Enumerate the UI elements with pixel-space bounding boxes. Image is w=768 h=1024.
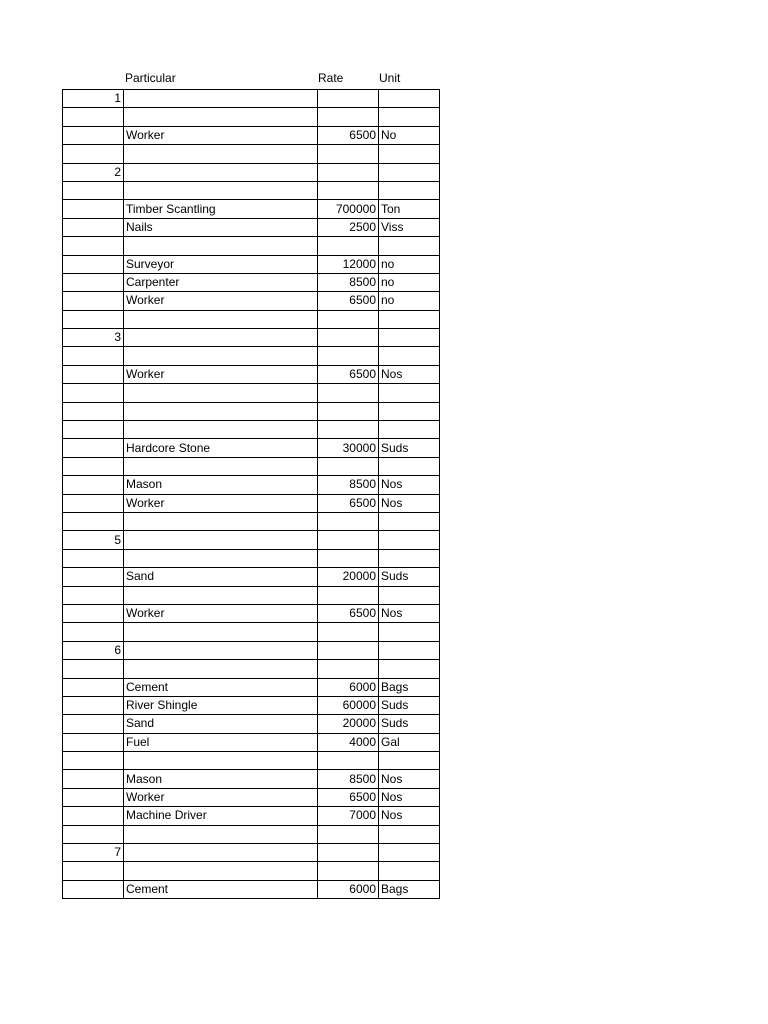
rate-cell[interactable]: 20000 xyxy=(318,715,379,733)
table-row xyxy=(63,457,440,475)
item-number-cell[interactable] xyxy=(63,255,124,273)
item-number-cell[interactable] xyxy=(63,439,124,457)
particular-cell[interactable] xyxy=(124,237,318,255)
particular-cell[interactable]: Worker xyxy=(124,788,318,806)
rate-cell[interactable]: 8500 xyxy=(318,770,379,788)
item-number-cell[interactable] xyxy=(63,623,124,641)
particular-cell[interactable]: Worker xyxy=(124,365,318,383)
particular-cell[interactable] xyxy=(124,549,318,567)
rate-cell[interactable]: 12000 xyxy=(318,255,379,273)
unit-cell[interactable] xyxy=(379,347,440,365)
unit-cell[interactable] xyxy=(379,660,440,678)
particular-cell[interactable]: Timber Scantling xyxy=(124,200,318,218)
column-header-row xyxy=(62,70,439,88)
unit-cell[interactable] xyxy=(379,825,440,843)
rate-cell[interactable]: 30000 xyxy=(318,439,379,457)
item-number-cell[interactable] xyxy=(63,365,124,383)
rate-cell[interactable] xyxy=(318,90,379,108)
rate-cell[interactable] xyxy=(318,384,379,402)
particular-cell[interactable] xyxy=(124,421,318,439)
unit-cell[interactable]: Suds xyxy=(379,696,440,714)
particular-cell[interactable]: Mason xyxy=(124,770,318,788)
rate-cell[interactable]: 6500 xyxy=(318,292,379,310)
rate-cell[interactable] xyxy=(318,310,379,328)
rate-cell[interactable]: 700000 xyxy=(318,200,379,218)
item-number-cell[interactable] xyxy=(63,200,124,218)
particular-cell[interactable] xyxy=(124,329,318,347)
table-row xyxy=(63,347,440,365)
item-number-cell[interactable] xyxy=(63,568,124,586)
rate-cell[interactable] xyxy=(318,457,379,475)
item-number-cell[interactable]: 6 xyxy=(63,641,124,659)
rate-cell[interactable] xyxy=(318,421,379,439)
particular-cell[interactable] xyxy=(124,145,318,163)
particular-cell[interactable] xyxy=(124,457,318,475)
unit-cell[interactable] xyxy=(379,163,440,181)
particular-cell[interactable] xyxy=(124,90,318,108)
particular-cell[interactable] xyxy=(124,825,318,843)
particular-cell[interactable] xyxy=(124,512,318,530)
unit-cell[interactable]: no xyxy=(379,292,440,310)
unit-cell[interactable]: Nos xyxy=(379,476,440,494)
rate-cell[interactable]: 6500 xyxy=(318,494,379,512)
particular-cell[interactable] xyxy=(124,347,318,365)
table-row xyxy=(63,825,440,843)
table-row xyxy=(63,273,440,291)
rate-cell[interactable]: 6000 xyxy=(318,880,379,898)
rate-cell[interactable]: 6500 xyxy=(318,788,379,806)
unit-cell[interactable] xyxy=(379,181,440,199)
table-row xyxy=(63,365,440,383)
item-number-cell[interactable] xyxy=(63,237,124,255)
unit-cell[interactable] xyxy=(379,531,440,549)
table-row xyxy=(63,844,440,862)
unit-cell[interactable] xyxy=(379,862,440,880)
item-number-cell[interactable] xyxy=(63,880,124,898)
particular-cell[interactable] xyxy=(124,660,318,678)
item-number-cell[interactable] xyxy=(63,347,124,365)
table-row xyxy=(63,421,440,439)
unit-cell[interactable] xyxy=(379,402,440,420)
item-number-cell[interactable] xyxy=(63,126,124,144)
unit-cell[interactable]: Nos xyxy=(379,770,440,788)
table-row xyxy=(63,807,440,825)
rate-cell[interactable] xyxy=(318,329,379,347)
unit-cell[interactable] xyxy=(379,512,440,530)
unit-cell[interactable] xyxy=(379,90,440,108)
particular-cell[interactable] xyxy=(124,844,318,862)
rate-cell[interactable]: 8500 xyxy=(318,476,379,494)
unit-cell[interactable] xyxy=(379,237,440,255)
table-row xyxy=(63,310,440,328)
item-number-cell[interactable] xyxy=(63,310,124,328)
rate-cell[interactable] xyxy=(318,752,379,770)
item-number-cell[interactable]: 1 xyxy=(63,90,124,108)
rate-cell[interactable] xyxy=(318,844,379,862)
item-number-cell[interactable] xyxy=(63,108,124,126)
particular-cell[interactable]: Nails xyxy=(124,218,318,236)
table-row xyxy=(63,126,440,144)
item-number-cell[interactable] xyxy=(63,402,124,420)
particular-cell[interactable] xyxy=(124,862,318,880)
unit-cell[interactable]: no xyxy=(379,255,440,273)
particular-cell[interactable] xyxy=(124,531,318,549)
particular-cell[interactable]: Cement xyxy=(124,880,318,898)
unit-cell[interactable]: Nos xyxy=(379,604,440,622)
header-rate: Rate xyxy=(318,71,344,85)
particular-cell[interactable] xyxy=(124,641,318,659)
rate-cell[interactable]: 6500 xyxy=(318,604,379,622)
unit-cell[interactable] xyxy=(379,145,440,163)
unit-cell[interactable]: Nos xyxy=(379,365,440,383)
unit-cell[interactable]: Suds xyxy=(379,568,440,586)
item-number-cell[interactable] xyxy=(63,145,124,163)
rate-cell[interactable]: 60000 xyxy=(318,696,379,714)
particular-cell[interactable] xyxy=(124,181,318,199)
unit-cell[interactable] xyxy=(379,457,440,475)
table-row xyxy=(63,733,440,751)
table-row xyxy=(63,623,440,641)
particular-cell[interactable] xyxy=(124,623,318,641)
table-row xyxy=(63,715,440,733)
rate-cell[interactable] xyxy=(318,237,379,255)
rate-cell[interactable] xyxy=(318,163,379,181)
rate-table xyxy=(62,89,440,899)
rate-cell[interactable]: 20000 xyxy=(318,568,379,586)
particular-cell[interactable]: Mason xyxy=(124,476,318,494)
particular-cell[interactable] xyxy=(124,384,318,402)
particular-cell[interactable]: Surveyor xyxy=(124,255,318,273)
particular-cell[interactable]: Sand xyxy=(124,715,318,733)
unit-cell[interactable]: no xyxy=(379,273,440,291)
table-row xyxy=(63,90,440,108)
item-number-cell[interactable] xyxy=(63,862,124,880)
particular-cell[interactable]: Worker xyxy=(124,126,318,144)
unit-cell[interactable]: Ton xyxy=(379,200,440,218)
unit-cell[interactable]: Bags xyxy=(379,678,440,696)
rate-cell[interactable]: 2500 xyxy=(318,218,379,236)
item-number-cell[interactable] xyxy=(63,476,124,494)
header-unit: Unit xyxy=(379,71,401,85)
item-number-cell[interactable] xyxy=(63,218,124,236)
rate-cell[interactable] xyxy=(318,347,379,365)
rate-cell[interactable] xyxy=(318,402,379,420)
unit-cell[interactable] xyxy=(379,329,440,347)
particular-cell[interactable]: Worker xyxy=(124,292,318,310)
item-number-cell[interactable] xyxy=(63,696,124,714)
item-number-cell[interactable] xyxy=(63,421,124,439)
table-row xyxy=(63,145,440,163)
rate-cell[interactable]: 6500 xyxy=(318,365,379,383)
unit-cell[interactable]: Bags xyxy=(379,880,440,898)
item-number-cell[interactable] xyxy=(63,457,124,475)
table-row xyxy=(63,880,440,898)
item-number-cell[interactable] xyxy=(63,715,124,733)
item-number-cell[interactable] xyxy=(63,678,124,696)
table-row xyxy=(63,292,440,310)
table-row xyxy=(63,788,440,806)
unit-cell[interactable]: Nos xyxy=(379,807,440,825)
particular-cell[interactable] xyxy=(124,752,318,770)
rate-cell[interactable] xyxy=(318,862,379,880)
item-number-cell[interactable] xyxy=(63,770,124,788)
particular-cell[interactable]: Carpenter xyxy=(124,273,318,291)
rate-cell[interactable] xyxy=(318,181,379,199)
table-row xyxy=(63,752,440,770)
table-row xyxy=(63,439,440,457)
particular-cell[interactable]: Worker xyxy=(124,604,318,622)
rate-cell[interactable] xyxy=(318,623,379,641)
rate-cell[interactable] xyxy=(318,108,379,126)
unit-cell[interactable] xyxy=(379,384,440,402)
table-row xyxy=(63,384,440,402)
rate-cell[interactable]: 4000 xyxy=(318,733,379,751)
particular-cell[interactable]: River Shingle xyxy=(124,696,318,714)
table-row xyxy=(63,255,440,273)
table-row xyxy=(63,402,440,420)
unit-cell[interactable]: Nos xyxy=(379,494,440,512)
unit-cell[interactable] xyxy=(379,586,440,604)
particular-cell[interactable]: Machine Driver xyxy=(124,807,318,825)
table-row xyxy=(63,237,440,255)
item-number-cell[interactable]: 2 xyxy=(63,163,124,181)
particular-cell[interactable]: Worker xyxy=(124,494,318,512)
table-row xyxy=(63,696,440,714)
unit-cell[interactable] xyxy=(379,844,440,862)
particular-cell[interactable] xyxy=(124,402,318,420)
item-number-cell[interactable] xyxy=(63,788,124,806)
table-row xyxy=(63,641,440,659)
rate-cell[interactable]: 7000 xyxy=(318,807,379,825)
rate-cell[interactable] xyxy=(318,586,379,604)
table-row xyxy=(63,678,440,696)
rate-cell[interactable] xyxy=(318,825,379,843)
table-row xyxy=(63,218,440,236)
table-row xyxy=(63,200,440,218)
item-number-cell[interactable] xyxy=(63,273,124,291)
table-row xyxy=(63,586,440,604)
item-number-cell[interactable] xyxy=(63,660,124,678)
unit-cell[interactable]: No xyxy=(379,126,440,144)
unit-cell[interactable] xyxy=(379,641,440,659)
rate-cell[interactable] xyxy=(318,660,379,678)
table-row xyxy=(63,476,440,494)
unit-cell[interactable]: Nos xyxy=(379,788,440,806)
particular-cell[interactable]: Sand xyxy=(124,568,318,586)
particular-cell[interactable]: Fuel xyxy=(124,733,318,751)
unit-cell[interactable]: Gal xyxy=(379,733,440,751)
unit-cell[interactable] xyxy=(379,752,440,770)
table-row xyxy=(63,862,440,880)
unit-cell[interactable]: Suds xyxy=(379,715,440,733)
particular-cell[interactable] xyxy=(124,108,318,126)
table-row xyxy=(63,108,440,126)
rate-cell[interactable] xyxy=(318,145,379,163)
item-number-cell[interactable] xyxy=(63,512,124,530)
unit-cell[interactable] xyxy=(379,421,440,439)
item-number-cell[interactable] xyxy=(63,384,124,402)
table-row xyxy=(63,531,440,549)
item-number-cell[interactable] xyxy=(63,586,124,604)
item-number-cell[interactable] xyxy=(63,807,124,825)
item-number-cell[interactable]: 7 xyxy=(63,844,124,862)
rate-cell[interactable]: 8500 xyxy=(318,273,379,291)
table-row xyxy=(63,604,440,622)
item-number-cell[interactable] xyxy=(63,604,124,622)
item-number-cell[interactable] xyxy=(63,733,124,751)
unit-cell[interactable] xyxy=(379,108,440,126)
table-row xyxy=(63,660,440,678)
item-number-cell[interactable] xyxy=(63,549,124,567)
table-row xyxy=(63,494,440,512)
rate-cell[interactable] xyxy=(318,641,379,659)
table-row xyxy=(63,163,440,181)
table-row xyxy=(63,568,440,586)
table-row xyxy=(63,181,440,199)
item-number-cell[interactable] xyxy=(63,494,124,512)
item-number-cell[interactable]: 3 xyxy=(63,329,124,347)
item-number-cell[interactable]: 5 xyxy=(63,531,124,549)
rate-cell[interactable] xyxy=(318,512,379,530)
item-number-cell[interactable] xyxy=(63,181,124,199)
table-row xyxy=(63,512,440,530)
rate-cell[interactable] xyxy=(318,549,379,567)
table-row xyxy=(63,549,440,567)
item-number-cell[interactable] xyxy=(63,825,124,843)
item-number-cell[interactable] xyxy=(63,292,124,310)
particular-cell[interactable] xyxy=(124,586,318,604)
item-number-cell[interactable] xyxy=(63,752,124,770)
particular-cell[interactable]: Hardcore Stone xyxy=(124,439,318,457)
table-row xyxy=(63,770,440,788)
rate-cell[interactable]: 6000 xyxy=(318,678,379,696)
unit-cell[interactable]: Viss xyxy=(379,218,440,236)
particular-cell[interactable]: Cement xyxy=(124,678,318,696)
unit-cell[interactable]: Suds xyxy=(379,439,440,457)
rate-cell[interactable]: 6500 xyxy=(318,126,379,144)
particular-cell[interactable] xyxy=(124,310,318,328)
unit-cell[interactable] xyxy=(379,310,440,328)
unit-cell[interactable] xyxy=(379,623,440,641)
unit-cell[interactable] xyxy=(379,549,440,567)
header-particular: Particular xyxy=(125,71,176,85)
particular-cell[interactable] xyxy=(124,163,318,181)
table-row xyxy=(63,329,440,347)
rate-cell[interactable] xyxy=(318,531,379,549)
